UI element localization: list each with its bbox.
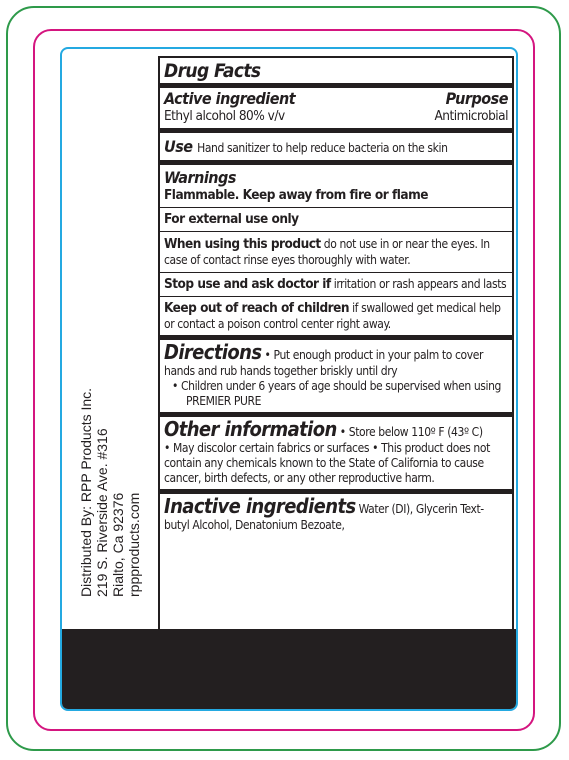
other-info-text-1: • Store below 110º F (43º C) — [339, 425, 483, 439]
directions-text-1: • Put enough product in your palm to cover hands and rub hands together briskly until dry — [164, 348, 483, 378]
use-text: Hand sanitizer to help reduce bacteria on the skin — [197, 141, 448, 155]
when-using-heading: When using this product — [164, 236, 321, 252]
distributor-line-2: 219 S. Riverside Ave. #316 — [94, 428, 110, 597]
active-ingredient-value: Ethyl alcohol 80% v/v — [164, 108, 285, 124]
distributor-line-1: Distributed By: RPP Products Inc. — [78, 387, 94, 597]
use-heading: Use — [164, 137, 193, 156]
distributor-block — [78, 127, 142, 597]
flammable-warning: Flammable. Keep away from fire or flame — [164, 187, 428, 203]
directions-text-2: • Children under 6 years of age should be supervised when using PREMIER PURE — [172, 379, 502, 408]
stop-use-text: irritation or rash appears and lasts — [333, 277, 507, 291]
keep-out-heading: Keep out of reach of children — [164, 300, 350, 316]
inactive-ingredients-heading: Inactive ingredients — [164, 494, 356, 518]
drug-facts-panel — [158, 56, 514, 629]
when-using-text: do not use in or near the eyes. In case of contact rinse eyes thoroughly with water. — [164, 237, 490, 267]
distributor-line-3: Rialto, Ca 92376 — [110, 492, 126, 597]
black-band — [62, 629, 516, 709]
inactive-ingredients-text: Water (DI), Glycerin Text-butyl Alcohol, Denatonium Bezoate, — [164, 502, 484, 532]
purpose-value: Antimicrobial — [434, 108, 508, 124]
active-ingredient-heading: Active ingredient — [164, 89, 296, 108]
drug-facts-title: Drug Facts — [164, 60, 261, 82]
directions-heading: Directions — [164, 340, 262, 364]
stop-use-heading: Stop use and ask doctor if — [164, 276, 331, 292]
purpose-heading: Purpose — [445, 89, 508, 108]
distributor-line-4: rppproducts.com — [126, 492, 142, 597]
warnings-heading: Warnings — [164, 168, 236, 187]
external-use-warning: For external use only — [164, 211, 299, 227]
label-panel — [60, 47, 518, 711]
keep-out-text: if swallowed get medical help or contact a poison control center right away. — [164, 301, 501, 331]
other-info-text-2: • May discolor certain fabrics or surfaces • This product does not contain any chemicals known to the State of California to cause cancer, birth defects, or any other reproductive harm. — [164, 441, 490, 485]
other-info-heading: Other information — [164, 417, 337, 441]
